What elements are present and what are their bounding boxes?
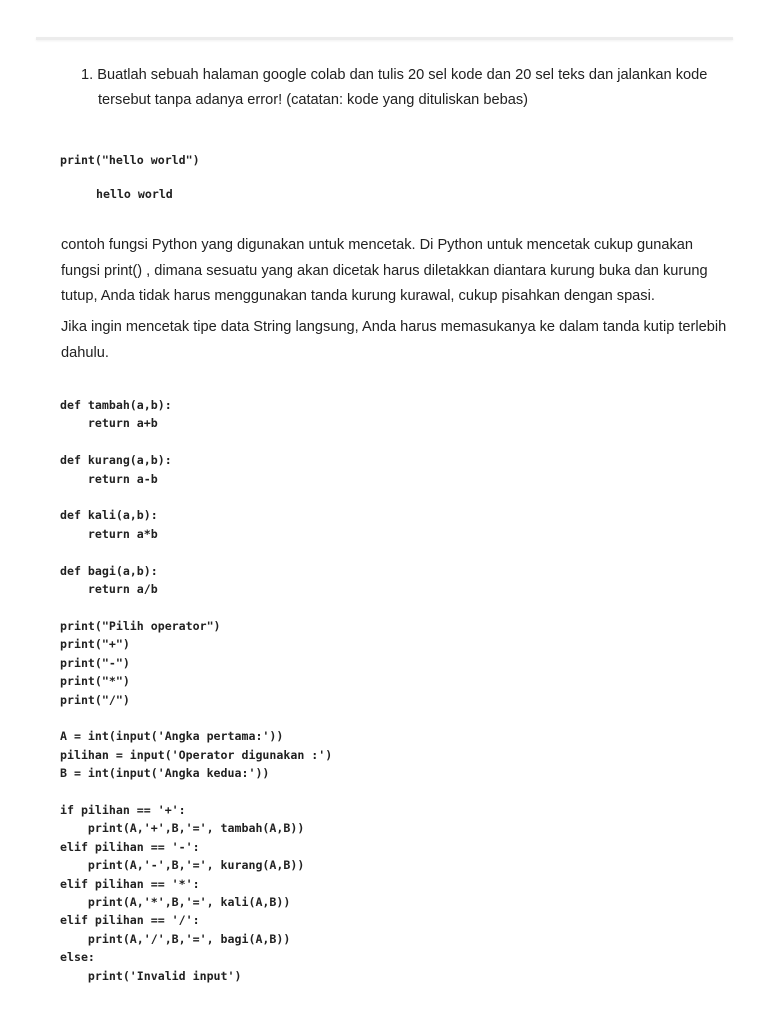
text-cell-print-explanation: contoh fungsi Python yang digunakan untuk mencetak. Di Python untuk mencetak cukup gunakan fungsi print() , dimana sesuatu yang akan dicetak harus diletakkan diantara kurung buka dan kurung tutup, Anda tidak harus menggunakan tanda kurung kurawal, cukup pisahkan dengan spasi. [61, 237, 708, 304]
task-list [81, 63, 741, 112]
code-cell-calculator[interactable]: def tambah(a,b): return a+b def kurang(a,b): return a-b def kali(a,b): return a*b def bagi(a,b): return a/b print("Pilih operator") print("+") print("-") print("*") print("/") A = int(input('Angka pertama:')) pilihan = input('Operator digunakan :') B = int(input('Angka kedua:')) if pilihan == '+': print(A,'+',B,'=', tambah(A,B)) elif pilihan == '-': print(A,'-',B,'=', kurang(A,B)) elif pilihan == '*': print(A,'*',B,'=', kali(A,B)) elif pilihan == '/': print(A,'/',B,'=', bagi(A,B)) else: print('Invalid input') [60, 398, 333, 983]
code-output-hello-world: hello world [96, 187, 173, 201]
code-cell-hello-world[interactable]: print("hello world") [60, 153, 200, 167]
text-cell-string-note: Jika ingin mencetak tipe data String langsung, Anda harus memasukanya ke dalam tanda kutip terlebih dahulu. [61, 319, 727, 361]
top-divider [36, 37, 733, 40]
task-item: 1. Buatlah sebuah halaman google colab dan tulis 20 sel kode dan 20 sel teks dan jalankan kode tersebut tanpa adanya error! (catatan: kode yang dituliskan bebas) [81, 67, 708, 108]
